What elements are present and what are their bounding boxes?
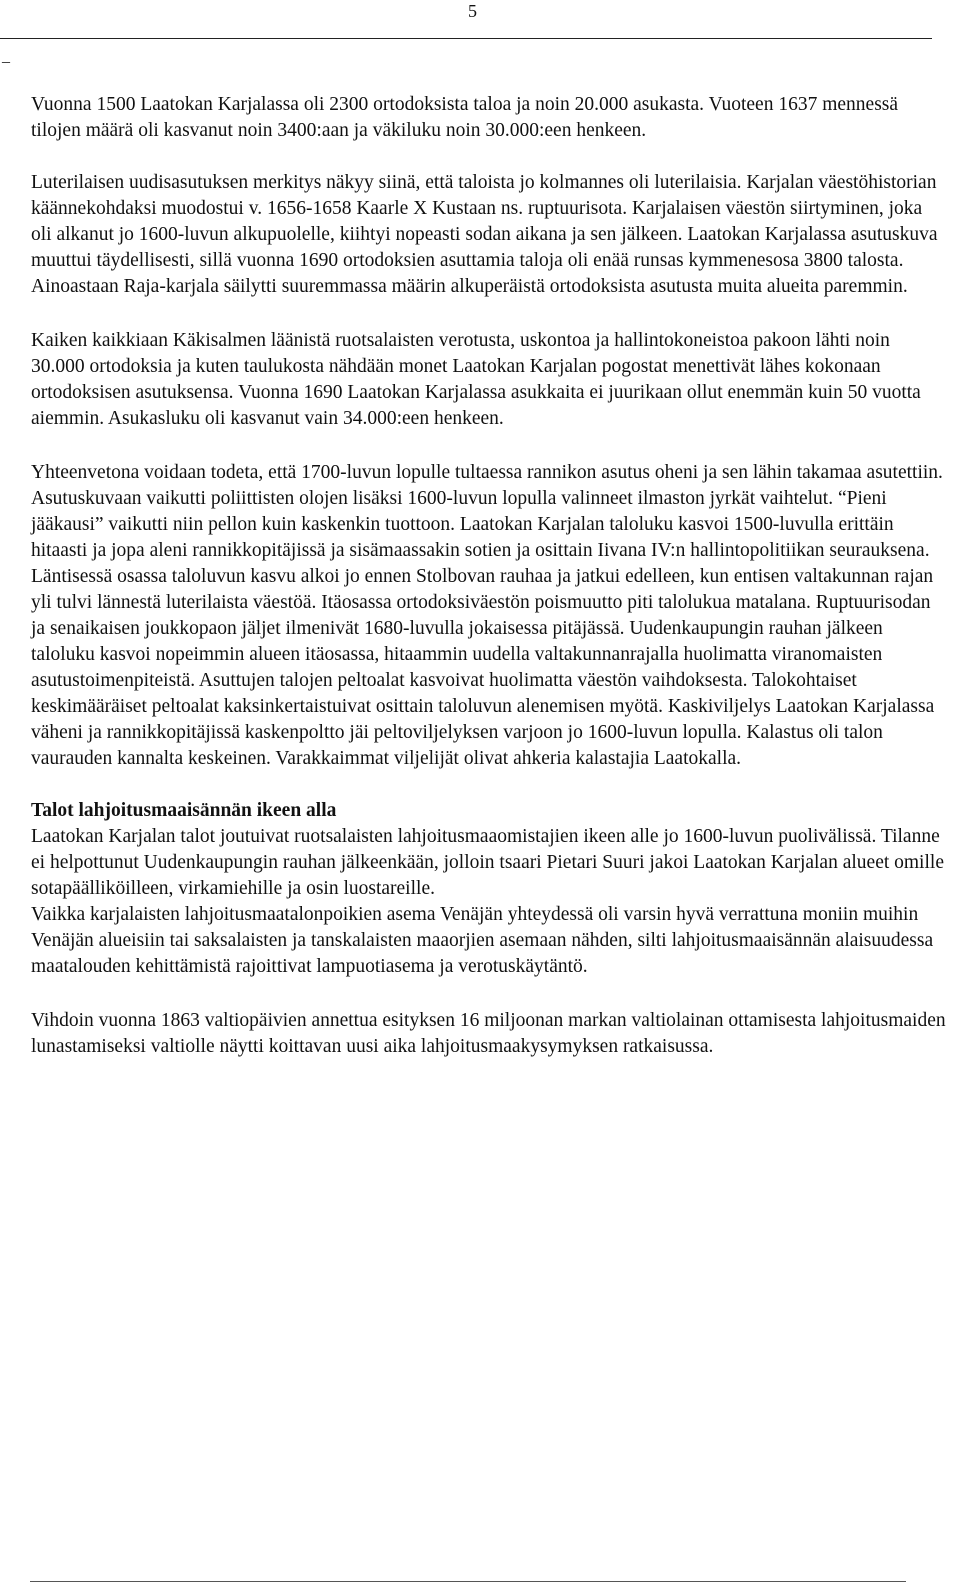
footer-rule — [30, 1581, 906, 1582]
section-heading: Talot lahjoitusmaaisännän ikeen alla — [31, 800, 337, 821]
paragraph-lutheran-settlement: Luterilaisen uudisasutuksen merkitys näkyy siinä, että taloista jo kolmannes oli luterilaisia. Karjalan väestöhistorian käännekohdaksi muodostui v. 1656-1658 Kaarle X Kustaan ns. ruptuurisota. Karjalaisen väestön siirtyminen, joka oli alkanut jo 1600-luvun alkupuolelle, kiihtyi nopeasti sodan aikana ja sen jälkeen. Laatokan Karjalassa asutuskuva muuttui täydellisesti, sillä vuonna 1690 ortodoksien asuttamia taloja oli enää runsas kymmenesosa 3800 talosta. Ainoastaan Raja-karjala säilytti suuremmassa määrin alkuperäistä ortodoksista asutusta muita alueita paremmin. — [31, 172, 938, 297]
paragraph-orthodox-exodus: Kaiken kaikkiaan Käkisalmen läänistä ruotsalaisten verotusta, uskontoa ja hallintokoneistoa pakoon lähti noin 30.000 ortodoksia ja kuten taulukosta nähdään monet Laatokan Karjalan pogostat menettivät lähes kokonaan ortodoksisen asutuksensa. Vuonna 1690 Laatokan Karjalassa asukkaita ei juurikaan ollut enemmän kuin 50 vuotta aiemmin. Asukasluku oli kasvanut vain 34.000:een henkeen. — [31, 330, 921, 429]
paragraph-redemption-1863: Vihdoin vuonna 1863 valtiopäivien annettua esityksen 16 miljoonan markan valtiolainan ottamisesta lahjoitusmaiden lunastamiseksi valtiolle näytti koittavan uusi aika lahjoitusmaakysymyksen ratkaisussa. — [31, 1010, 946, 1057]
paragraph-summary: Yhteenvetona voidaan todeta, että 1700-luvun lopulle tultaessa rannikon asutus oheni ja sen lähin takamaa asutettiin. Asutuskuvaan vaikutti poliittisten olojen lisäksi 1600-luvun lopulla valinneet ilmaston jyrkät vaihtelut. “Pieni jääkausi” vaikutti niin pellon kuin kaskenkin tuottoon. Laatokan Karjalan taloluku kasvoi 1500-luvulla erittäin hitaasti ja jopa aleni rannikkopitäjissä ja sisämaassakin sotien ja osittain Iivana IV:n hallintopolitiikan seurauksena. Läntisessä osassa taloluvun kasvu alkoi jo ennen Stolbovan rauhaa ja jatkui edelleen, kun entisen valtakunnan rajan yli tulvi lännestä luterilaista väestöä. Itäosassa ortodoksiväestön poismuutto piti talolukua matalana. Ruptuurisodan ja senaikaisen joukkopaon jäljet ilmenivät 1680-luvulla jokaisessa pitäjässä. Uudenkaupungin rauhan jälkeen taloluku kasvoi nopeimmin alueen itäosassa, hitaammin uudella valtakunnanrajalla huolimatta viranomaisten asutustoimenpiteistä. Asuttujen talojen peltoalat kasvoivat huolimatta väestön vaihdoksesta. Talokohtaiset keskimääräiset peltoalat kaksinkertaistuivat osittain taloluvun alenemisen myötä. Kaskiviljelys Laatokan Karjalassa väheni ja rannikkopitäjissä kaskenpoltto jäi peltoviljelyksen varjoon jo 1600-luvun lopulla. Kalastus oli talon vaurauden kannalta keskeinen. Varakkaimmat viljelijät olivat ahkeria kalastajia Laatokalla. — [31, 462, 943, 769]
header-dash: _ — [2, 48, 10, 65]
paragraph-peasant-status: Vaikka karjalaisten lahjoitusmaatalonpoikien asema Venäjän yhteydessä oli varsin hyvä verrattuna moniin muihin Venäjän alueisiin tai saksalaisten ja tanskalaisten maaorjien asemaan nähden, silti lahjoitusmaaisännän alaisuudessa maatalouden kehittämistä rajoittivat lampuotiasema ja verotuskäytäntö. — [31, 904, 934, 977]
paragraph-donation-lands: Laatokan Karjalan talot joutuivat ruotsalaisten lahjoitusmaaomistajien ikeen alle jo 1600-luvun puolivälissä. Tilanne ei helpottunut Uudenkaupungin rauhan jälkeenkään, jolloin tsaari Pietari Suuri jakoi Laatokan Karjalan alueet omille sotapäälliköilleen, virkamiehille ja osin luostareille. — [31, 826, 944, 899]
paragraph-population-1500: Vuonna 1500 Laatokan Karjalassa oli 2300 ortodoksista taloa ja noin 20.000 asukasta. Vuoteen 1637 mennessä tilojen määrä oli kasvanut noin 3400:aan ja väkiluku noin 30.000:een henkeen. — [31, 94, 899, 141]
page-number: 5 — [468, 1, 477, 21]
document-body — [31, 92, 946, 1060]
header-rule — [0, 38, 932, 39]
